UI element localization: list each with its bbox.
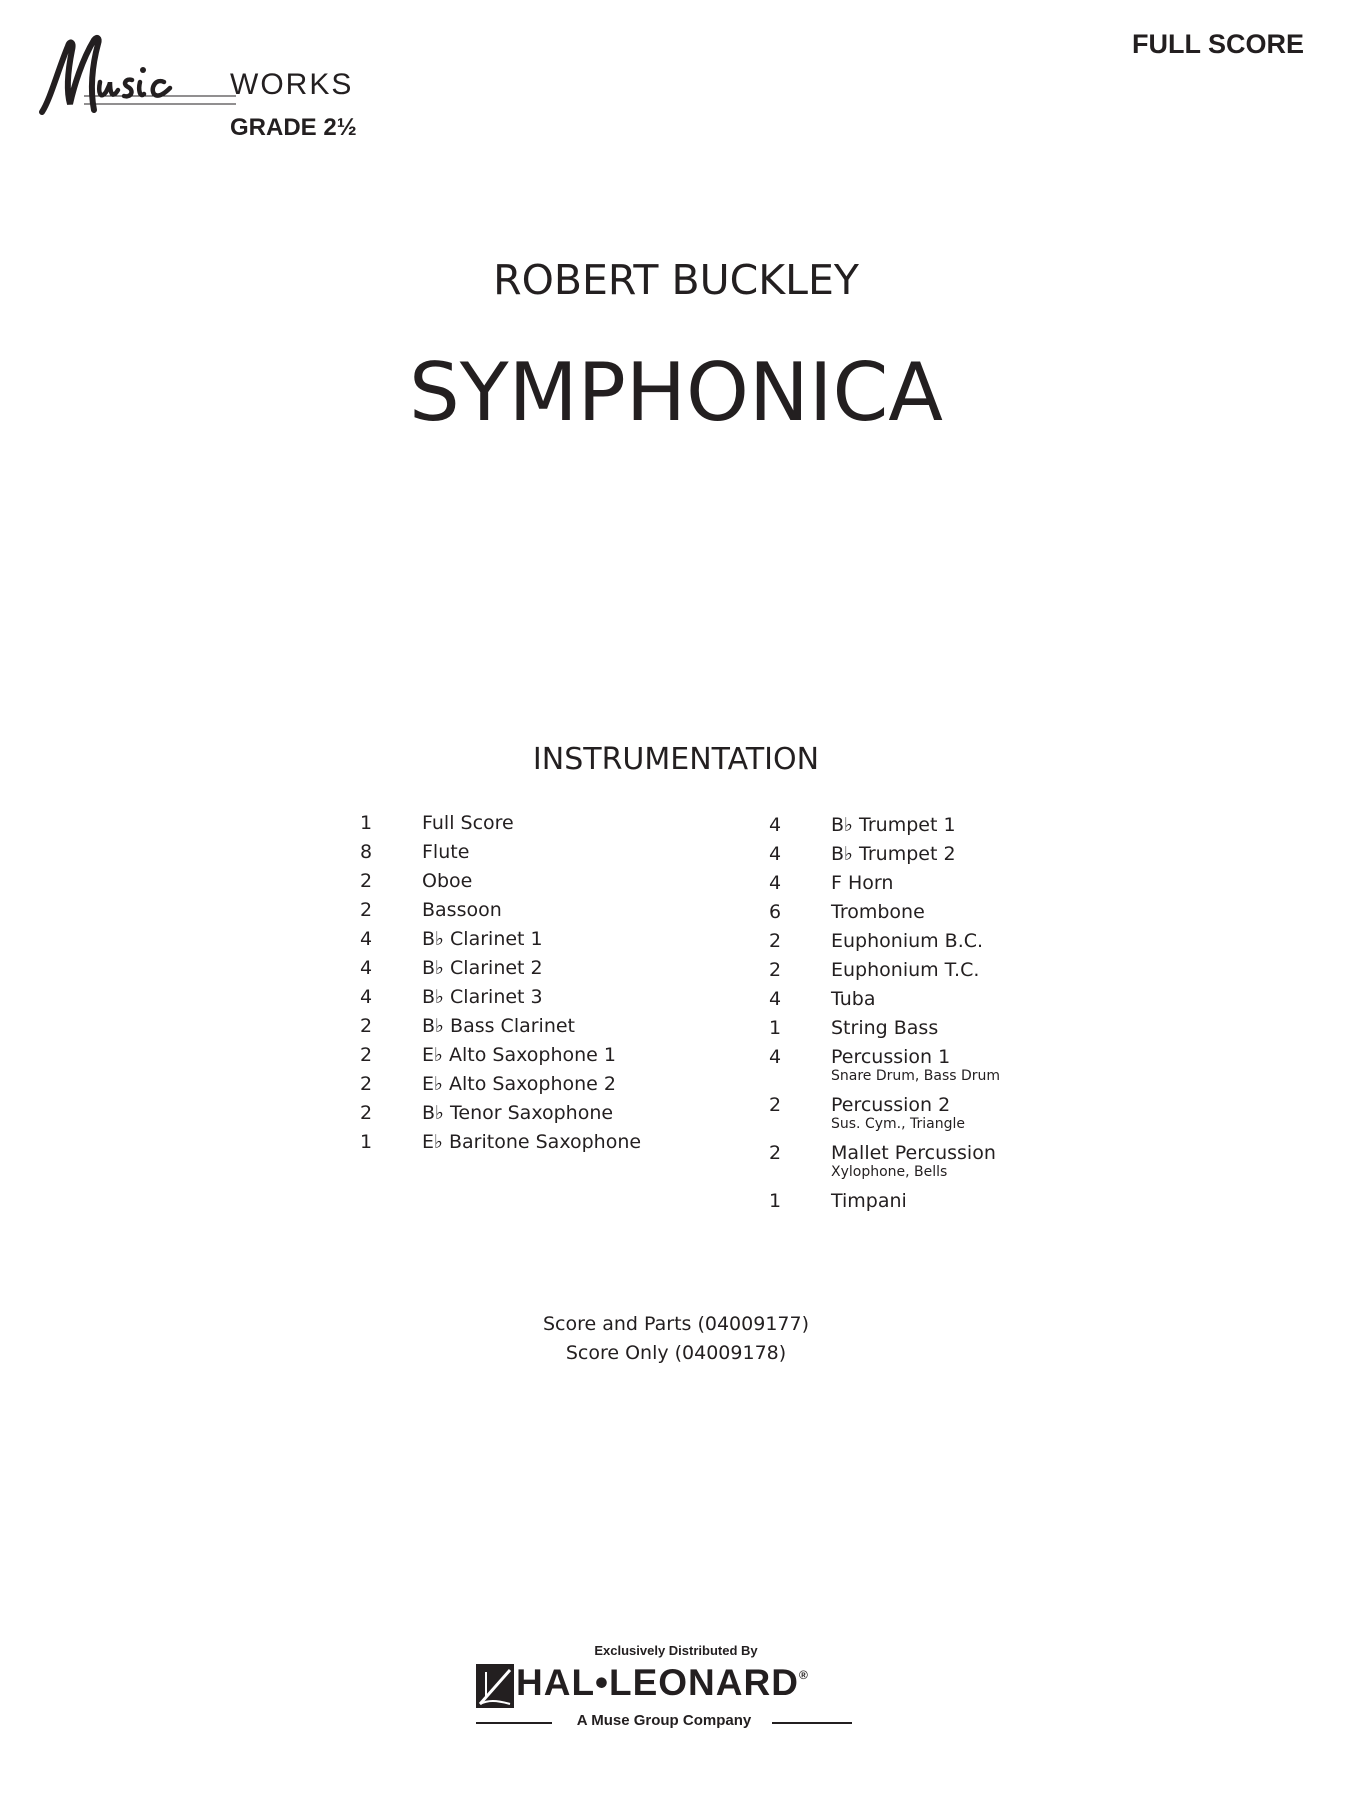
instrument-quantity: 1 <box>768 1017 782 1039</box>
instrument-quantity: 2 <box>768 1094 782 1116</box>
instrument-quantity: 2 <box>359 1102 373 1124</box>
hal-leonard-mark-icon <box>476 1664 514 1708</box>
instrument-quantity: 8 <box>359 841 373 863</box>
instrument-quantity: 4 <box>359 928 373 950</box>
instrument-name: Tuba <box>831 988 876 1010</box>
instrument-name: Oboe <box>422 870 473 892</box>
musicworks-logo <box>36 30 376 140</box>
instrument-name: Bassoon <box>422 899 502 921</box>
instrument-row <box>356 1041 776 1070</box>
instrument-list-right <box>765 811 1095 1216</box>
instrument-detail: Sus. Cym., Triangle <box>831 1116 965 1132</box>
instrument-quantity: 4 <box>768 988 782 1010</box>
instrument-row <box>765 898 1095 927</box>
registered-mark: ® <box>798 1668 809 1682</box>
instrument-quantity: 2 <box>359 1073 373 1095</box>
instrument-name: Flute <box>422 841 470 863</box>
instrument-quantity: 2 <box>359 1044 373 1066</box>
instrument-name: Full Score <box>422 812 514 834</box>
instrument-quantity: 2 <box>768 1142 782 1164</box>
grade-label: GRADE 2½ <box>230 114 357 141</box>
hal-leonard-name: HAL•LEONARD <box>516 1662 799 1703</box>
tagline-rule-right <box>772 1722 852 1724</box>
instrument-name: E♭ Alto Saxophone 1 <box>422 1044 616 1066</box>
instrument-row <box>765 869 1095 898</box>
hal-leonard-wordmark <box>516 1662 809 1704</box>
instrument-name: Mallet Percussion <box>831 1142 996 1164</box>
instrument-name: E♭ Alto Saxophone 2 <box>422 1073 616 1095</box>
distributed-by-label: Exclusively Distributed By <box>594 1643 758 1658</box>
instrument-name: B♭ Trumpet 1 <box>831 814 956 836</box>
instrument-row <box>356 809 776 838</box>
instrument-row <box>765 1014 1095 1043</box>
instrument-row <box>356 896 776 925</box>
full-score-label: FULL SCORE <box>1131 29 1304 59</box>
instrument-quantity: 4 <box>768 814 782 836</box>
instrument-name: B♭ Bass Clarinet <box>422 1015 576 1037</box>
instrument-list-left <box>356 809 776 1157</box>
instrument-row <box>765 985 1095 1014</box>
instrument-quantity: 1 <box>359 1131 373 1153</box>
instrument-name: Trombone <box>831 901 925 923</box>
instrument-row <box>356 867 776 896</box>
instrument-name: B♭ Trumpet 2 <box>831 843 956 865</box>
score-only-number: Score Only (04009178) <box>565 1342 787 1364</box>
instrument-name: Euphonium B.C. <box>831 930 984 952</box>
instrument-name: Percussion 1 <box>831 1046 951 1068</box>
score-and-parts-number: Score and Parts (04009177) <box>542 1313 810 1335</box>
instrument-quantity: 1 <box>359 812 373 834</box>
instrument-name: Euphonium T.C. <box>831 959 980 981</box>
instrument-row <box>356 838 776 867</box>
instrument-name: String Bass <box>831 1017 939 1039</box>
instrumentation-heading: INSTRUMENTATION <box>532 742 820 777</box>
instrument-row <box>765 1139 1095 1187</box>
instrument-row <box>356 1012 776 1041</box>
instrument-row <box>765 1187 1095 1216</box>
instrument-name: E♭ Baritone Saxophone <box>422 1131 642 1153</box>
instrument-quantity: 2 <box>359 1015 373 1037</box>
instrument-quantity: 2 <box>768 959 782 981</box>
instrument-row <box>356 925 776 954</box>
instrument-quantity: 4 <box>359 986 373 1008</box>
instrument-row <box>356 1128 776 1157</box>
instrument-row <box>356 983 776 1012</box>
instrument-row <box>765 840 1095 869</box>
hal-leonard-logo <box>476 1664 876 1754</box>
page-title: SYMPHONICA <box>408 346 944 439</box>
instrument-name: F Horn <box>831 872 894 894</box>
instrument-name: B♭ Tenor Saxophone <box>422 1102 614 1124</box>
instrument-row <box>765 1091 1095 1139</box>
edition-info <box>0 1310 1352 1368</box>
instrument-name: Timpani <box>831 1190 907 1212</box>
instrument-name: B♭ Clarinet 1 <box>422 928 543 950</box>
instrument-name: B♭ Clarinet 3 <box>422 986 543 1008</box>
instrument-row <box>765 1043 1095 1091</box>
instrument-detail: Xylophone, Bells <box>831 1164 948 1180</box>
instrument-row <box>356 1099 776 1128</box>
hal-leonard-tagline: A Muse Group Company <box>576 1712 752 1729</box>
instrument-name: B♭ Clarinet 2 <box>422 957 543 979</box>
instrument-row <box>356 954 776 983</box>
instrument-quantity: 6 <box>768 901 782 923</box>
composer-name: ROBERT BUCKLEY <box>493 256 859 304</box>
instrument-quantity: 4 <box>768 843 782 865</box>
instrument-quantity: 4 <box>768 872 782 894</box>
instrument-row <box>356 1070 776 1099</box>
instrument-quantity: 2 <box>359 870 373 892</box>
instrument-quantity: 4 <box>359 957 373 979</box>
instrument-quantity: 2 <box>359 899 373 921</box>
music-script-logo <box>36 30 236 140</box>
instrument-name: Percussion 2 <box>831 1094 951 1116</box>
logo-works-text: WORKS <box>230 68 354 101</box>
instrument-quantity: 1 <box>768 1190 782 1212</box>
instrument-quantity: 2 <box>768 930 782 952</box>
instrument-row <box>765 927 1095 956</box>
instrument-detail: Snare Drum, Bass Drum <box>831 1068 1001 1084</box>
instrument-quantity: 4 <box>768 1046 782 1068</box>
instrument-row <box>765 811 1095 840</box>
instrument-row <box>765 956 1095 985</box>
